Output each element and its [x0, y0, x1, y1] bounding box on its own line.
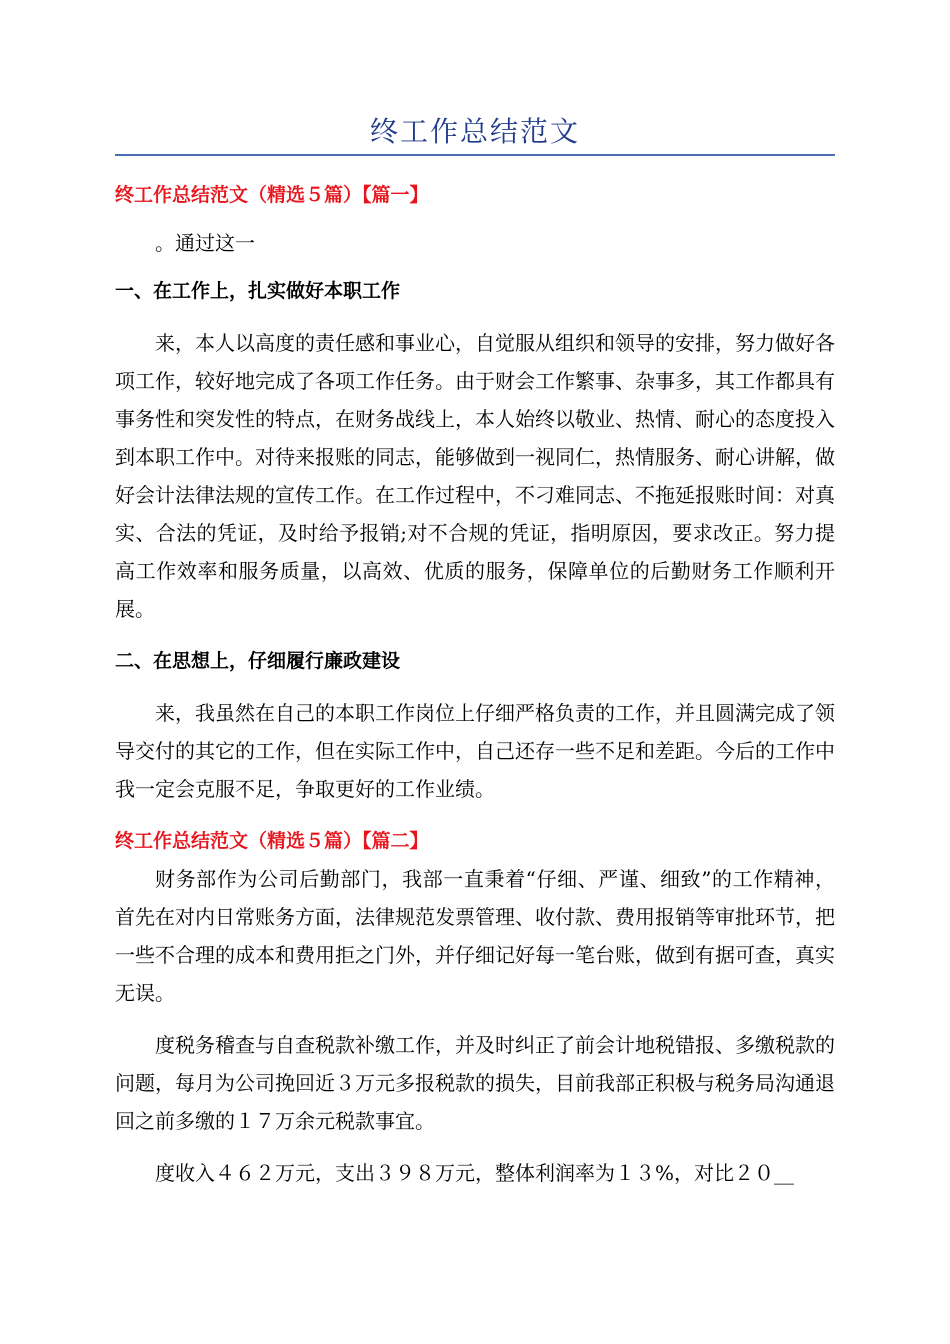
section-heading-2: 终工作总结范文（精选５篇）【篇二】	[115, 830, 429, 852]
paragraph-thought: 来，我虽然在自己的本职工作岗位上仔细严格负责的工作，并且圆满完成了领导交付的其它的工作，但在实际工作中，自己还存一些不足和差距。今后的工作中我一定会克服不足，争取更好的工作业绩。	[115, 701, 835, 801]
paragraph-work: 来，本人以高度的责任感和事业心，自觉服从组织和领导的安排，努力做好各项工作，较好地完成了各项工作任务。由于财会工作繁事、杂事多，其工作都具有事务性和突发性的特点，在财务战线上，本人始终以敬业、热情、耐心的态度投入到本职工作中。对待来报账的同志，能够做到一视同仁，热情服务、耐心讲解，做好会计法律法规的宣传工作。在工作过程中，不刁难同志、不拖延报账时间：对真实、合法的凭证，及时给予报销;对不合规的凭证，指明原因，要求改正。努力提高工作效率和服务质量，以高效、优质的服务，保障单位的后勤财务工作顺利开展。	[115, 331, 835, 621]
sub-heading-thought: 二、在思想上，仔细履行廉政建设	[115, 650, 401, 672]
section-heading-1: 终工作总结范文（精选５篇）【篇一】	[115, 184, 429, 206]
paragraph-finance-dept: 财务部作为公司后勤部门，我部一直秉着“仔细、严谨、细致”的工作精神，首先在对内日常账务方面，法律规范发票管理、收付款、费用报销等审批环节，把一些不合理的成本和费用拒之门外，并仔细记好每一笔台账，做到有据可查，真实无误。	[115, 867, 835, 1005]
paragraph-income: 度收入４６２万元，支出３９８万元，整体利润率为１３%，对比２０__	[155, 1161, 795, 1185]
section-1-intro: 。通过这一	[155, 231, 255, 255]
document-body	[115, 176, 835, 1192]
paragraph-tax: 度税务稽查与自查税款补缴工作，并及时纠正了前会计地税错报、多缴税款的问题，每月为公司挽回近３万元多报税款的损失，目前我部正积极与税务局沟通退回之前多缴的１７万余元税款事宜。	[115, 1033, 835, 1133]
sub-heading-work: 一、在工作上，扎实做好本职工作	[115, 280, 401, 302]
title-underline	[115, 154, 835, 156]
document-title: 终工作总结范文	[369, 115, 580, 148]
